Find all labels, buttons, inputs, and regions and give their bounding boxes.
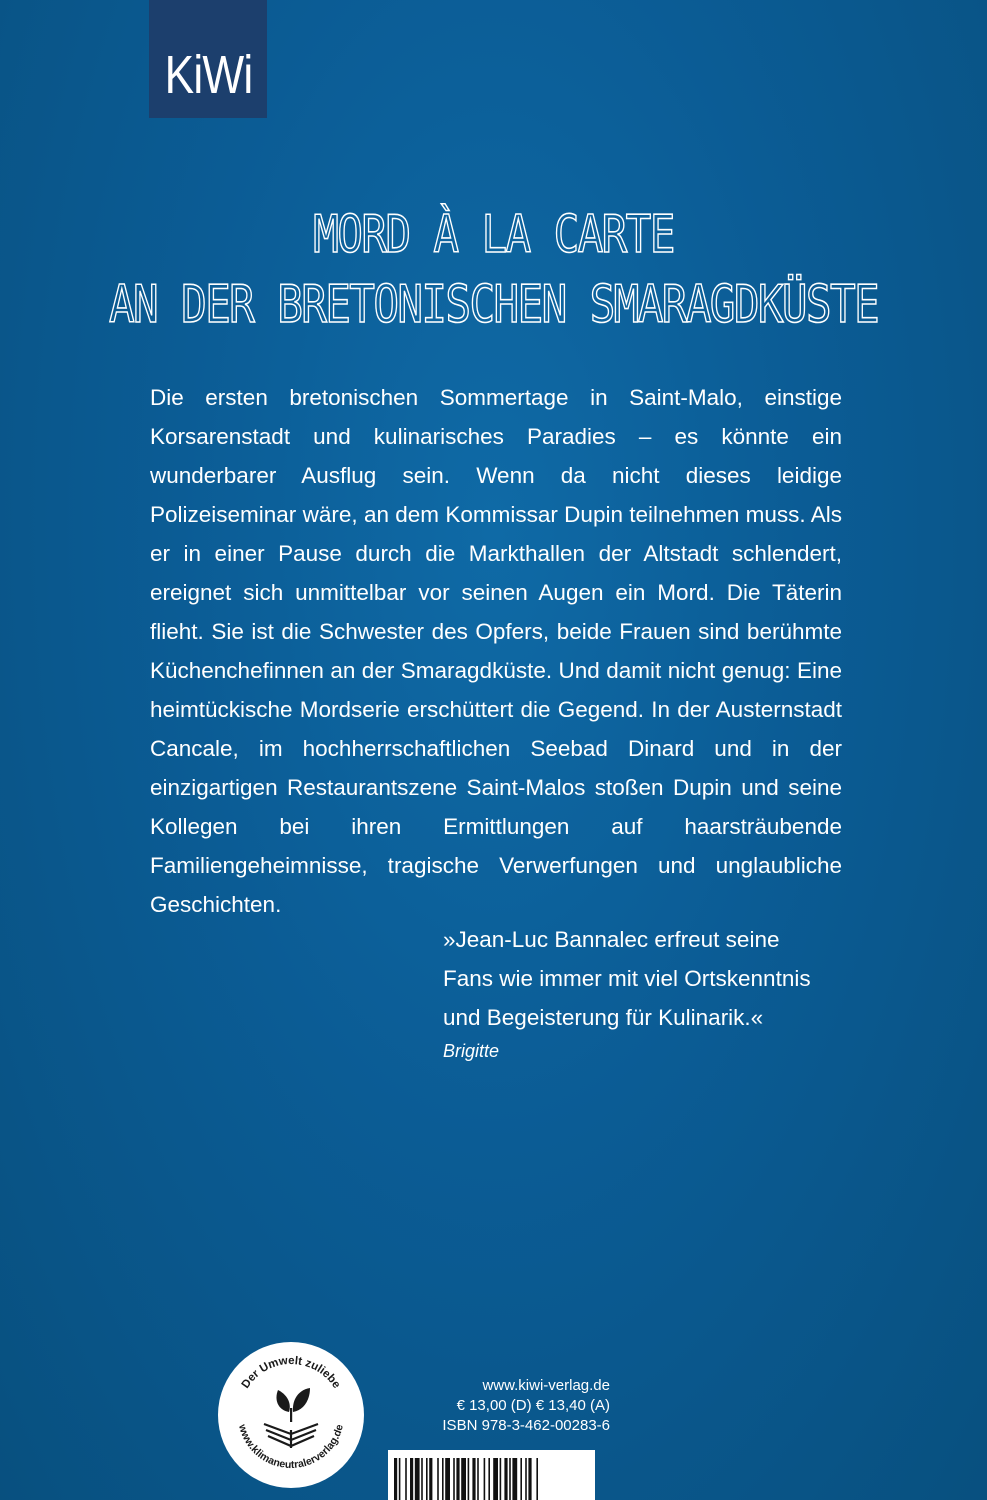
barcode-bar bbox=[442, 1458, 444, 1500]
website: www.kiwi-verlag.de bbox=[482, 1377, 610, 1394]
svg-text:Der Umwelt zuliebe bbox=[240, 1355, 343, 1391]
barcode-bar bbox=[415, 1458, 420, 1500]
price: € 13,00 (D) € 13,40 (A) bbox=[456, 1397, 610, 1414]
blurb bbox=[150, 378, 842, 924]
headline-line-1: MORD À LA CARTE bbox=[313, 205, 674, 265]
barcode-bar bbox=[509, 1458, 511, 1500]
barcode-bar bbox=[410, 1458, 413, 1500]
barcode-bar bbox=[493, 1458, 498, 1500]
headline bbox=[0, 200, 987, 340]
barcode-bars bbox=[388, 1458, 595, 1500]
isbn: ISBN 978-3-462-00283-6 bbox=[442, 1417, 610, 1434]
review-quote bbox=[443, 920, 823, 1063]
barcode-bar bbox=[528, 1458, 531, 1500]
publisher-info bbox=[410, 1376, 610, 1436]
barcode-bar bbox=[399, 1458, 401, 1500]
blurb-text: Die ersten bretonischen Sommertage in Saint-Malo, einstige Korsarenstadt und kulinarisches Paradies – es könnte ein wunderbarer Ausflug sein. Wenn da nicht dieses leidige Polizeiseminar wäre, an dem Kommissar Dupin teilnehmen muss. Als er in einer Pause durch die Markthallen der Altstadt schlendert, ereignet sich unmittelbar vor seinen Augen ein Mord. Die Täterin flieht. Sie ist die Schwester des Opfers, beide Frauen sind berühmte Küchenchefinnen an der Smaragdküste. Und damit nicht genug: Eine heimtückische Mordserie erschüttert die Gegend. In der Austernstadt Cancale, im hochherrschaftlichen Seebad Dinard und in der einzigartigen Restaurantszene Saint-Malos stoßen Dupin und seine Kollegen bei ihren Ermittlungen auf haarsträubende Familiengeheimnisse, tragische Verwerfungen und unglaubliche Geschichten. bbox=[150, 385, 842, 917]
barcode-bar bbox=[520, 1458, 522, 1500]
barcode-bar bbox=[500, 1458, 502, 1500]
barcode bbox=[388, 1450, 595, 1500]
seal-bottom-text: www.klimaneutralerverlag.de bbox=[236, 1423, 346, 1472]
barcode-bar bbox=[512, 1458, 517, 1500]
barcode-bar bbox=[468, 1458, 470, 1500]
barcode-bar bbox=[445, 1458, 450, 1500]
barcode-bar bbox=[426, 1458, 428, 1500]
barcode-bar bbox=[461, 1458, 466, 1500]
quote-source: Brigitte bbox=[443, 1041, 500, 1061]
publisher-logo bbox=[149, 0, 267, 118]
barcode-bar bbox=[394, 1458, 397, 1500]
barcode-bar bbox=[456, 1458, 459, 1500]
barcode-bar bbox=[536, 1458, 538, 1500]
barcode-bar bbox=[504, 1458, 507, 1500]
headline-line-2: AN DER BRETONISCHEN SMARAGDKÜSTE bbox=[108, 275, 879, 335]
seal-graphic bbox=[218, 1342, 364, 1488]
barcode-bar bbox=[453, 1458, 455, 1500]
publisher-logo-text: KiWi bbox=[164, 45, 252, 105]
barcode-bar bbox=[472, 1458, 475, 1500]
barcode-bar bbox=[488, 1458, 490, 1500]
quote-text: »Jean-Luc Bannalec erfreut seine Fans wie immer mit viel Ortskenntnis und Begeisterung für Kulinarik.« bbox=[443, 927, 811, 1030]
leaf-icon bbox=[276, 1388, 310, 1422]
open-book-icon bbox=[264, 1424, 318, 1448]
seal-top-text: Der Umwelt zuliebe bbox=[239, 1354, 343, 1391]
barcode-bar bbox=[437, 1458, 439, 1500]
barcode-bar bbox=[525, 1458, 527, 1500]
barcode-bar bbox=[421, 1458, 423, 1500]
barcode-bar bbox=[405, 1458, 407, 1500]
climate-neutral-seal bbox=[218, 1342, 364, 1488]
barcode-bar bbox=[477, 1458, 479, 1500]
barcode-bar bbox=[429, 1458, 432, 1500]
barcode-bar bbox=[484, 1458, 486, 1500]
